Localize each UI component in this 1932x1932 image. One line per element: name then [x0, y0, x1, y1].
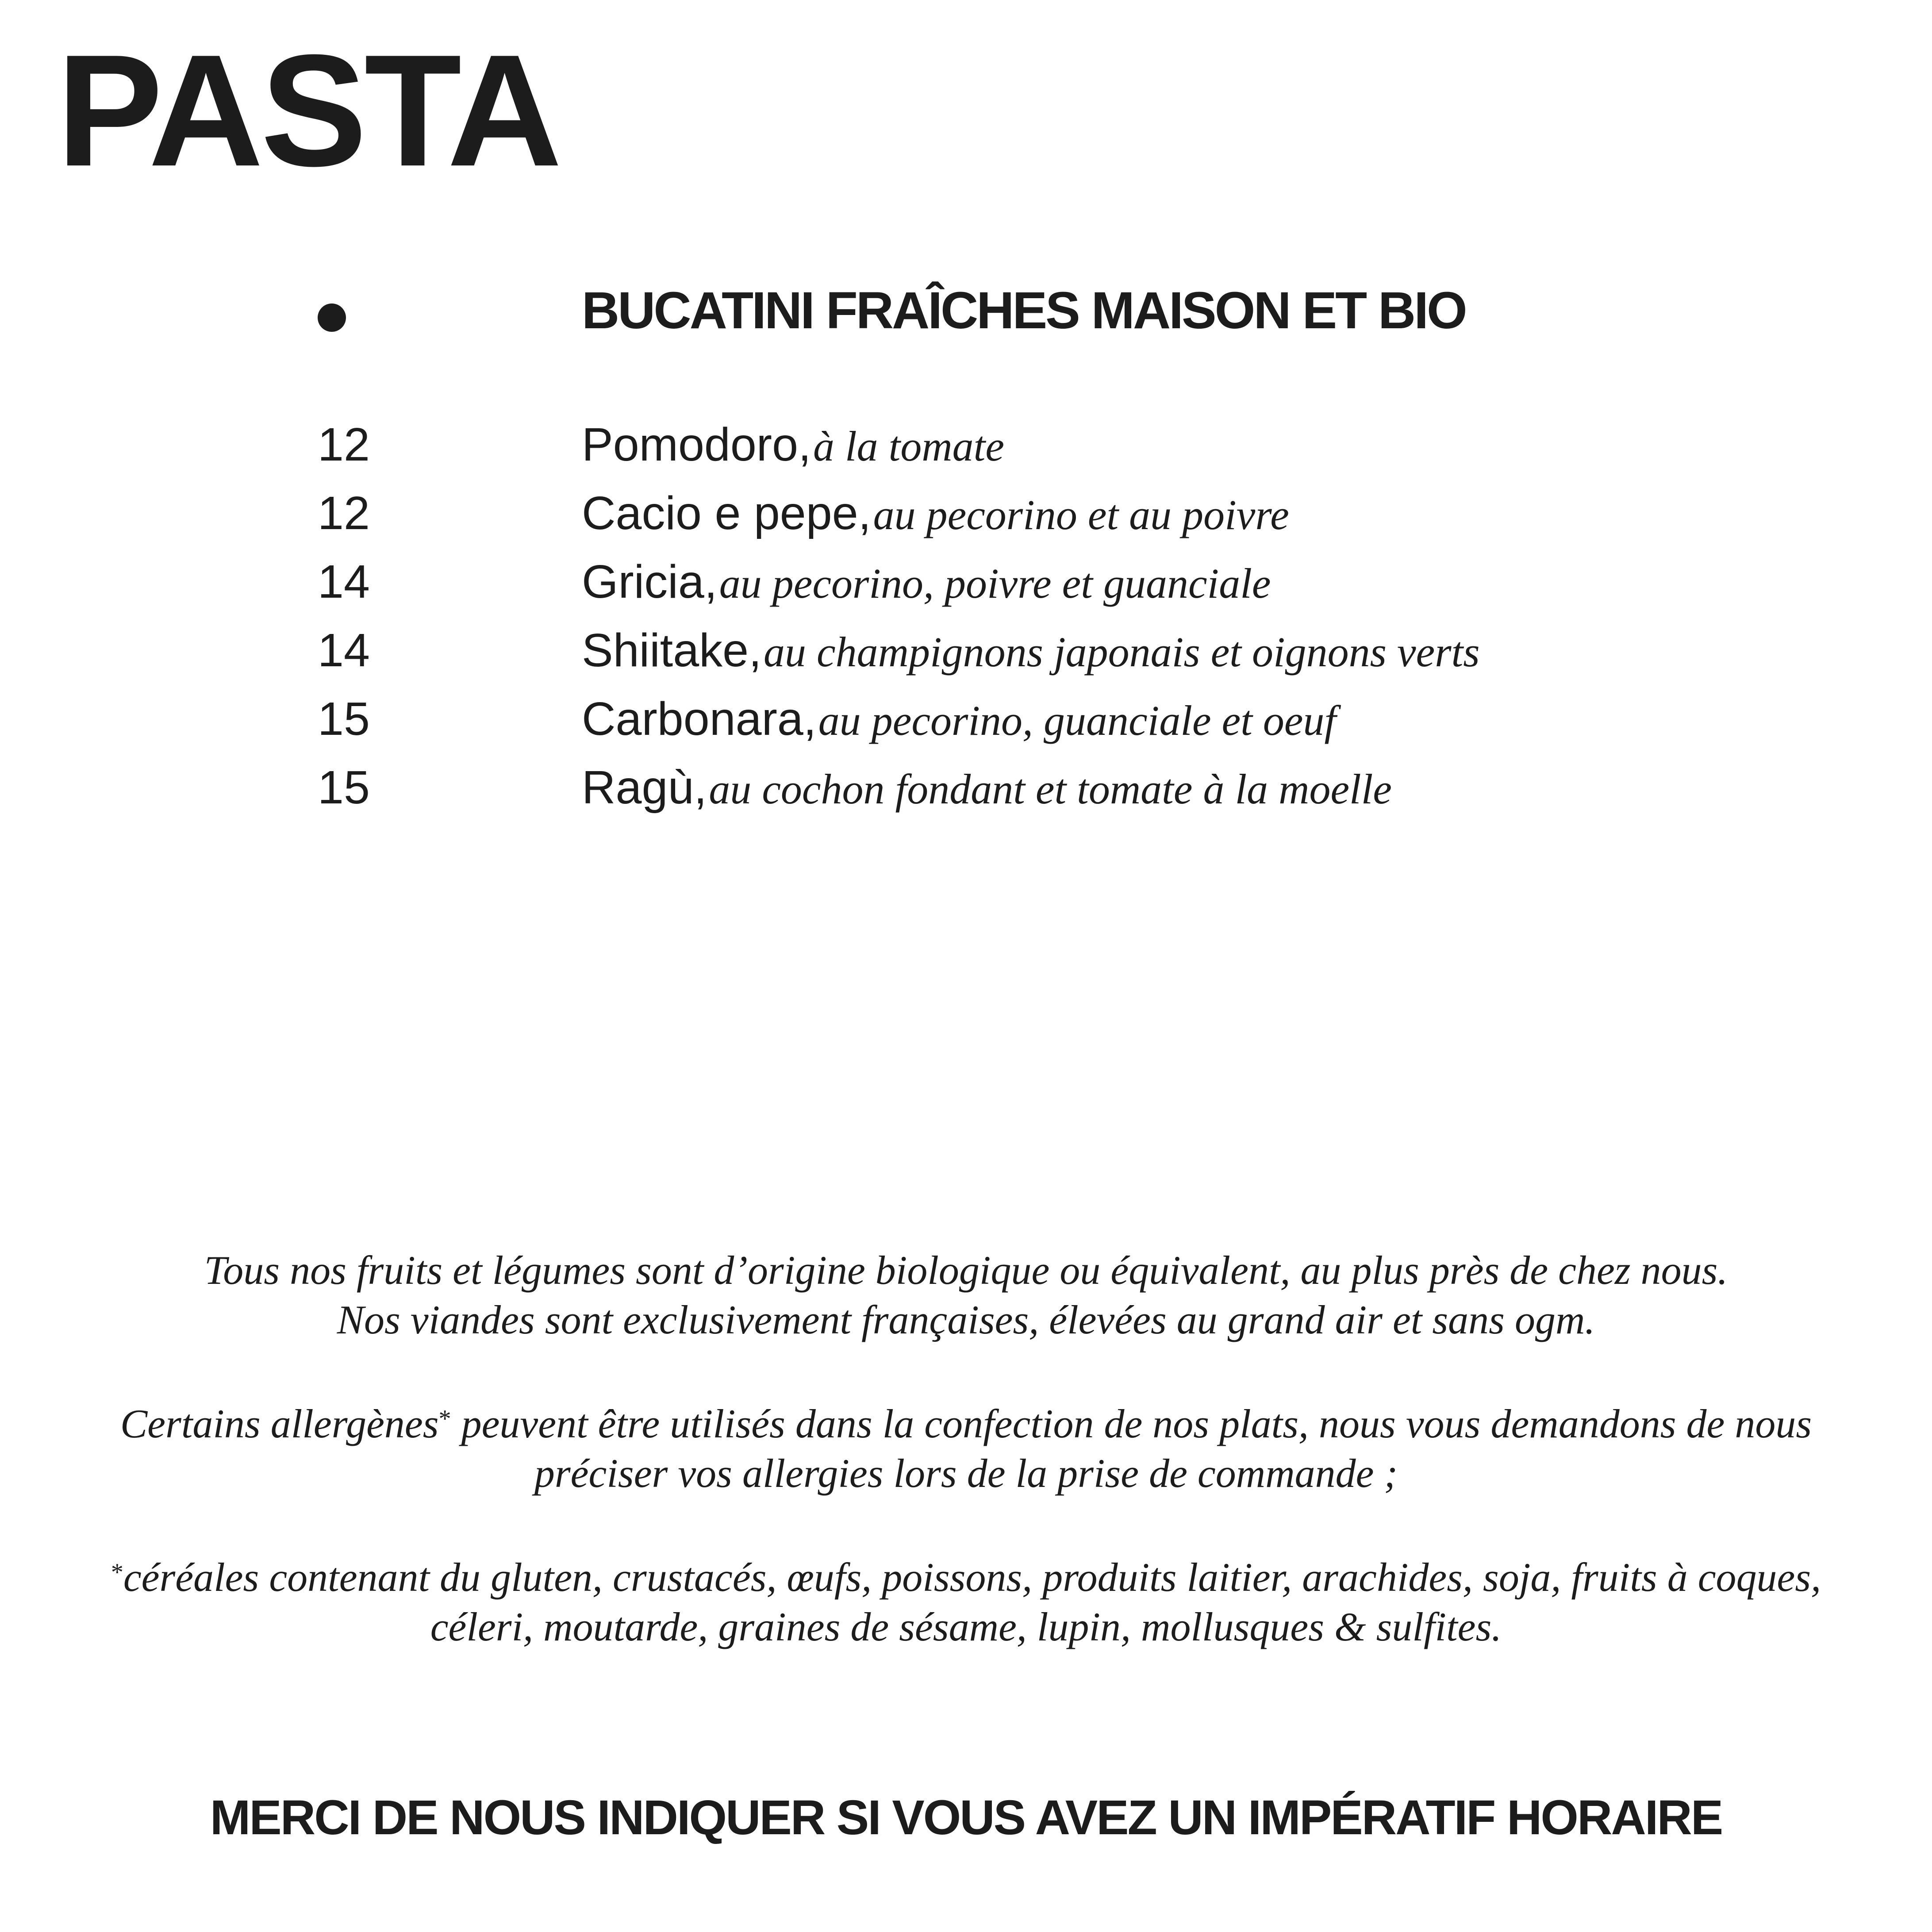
menu-item-price: 15	[318, 693, 370, 745]
bullet-icon	[318, 303, 346, 332]
menu-item-name: Shiitake	[582, 624, 749, 676]
menu-item-price: 12	[318, 487, 370, 539]
allergen-note-line	[53, 1394, 1879, 1448]
menu-item-separator: ,	[749, 624, 762, 676]
menu-item-separator: ,	[704, 556, 718, 608]
menu-item-gricia	[0, 554, 1932, 622]
menu-item-name: Ragù	[582, 761, 694, 814]
allergen-note-line: préciser vos allergies lors de la prise de commande ;	[534, 1451, 1398, 1496]
menu-item-separator: ,	[694, 761, 707, 814]
section-title: BUCATINI FRAÎCHES MAISON ET BIO	[582, 281, 1466, 340]
menu-item-name: Gricia	[582, 556, 704, 608]
menu-item-shiitake	[0, 622, 1932, 691]
allergen-note-text: Certains allergènes	[120, 1401, 439, 1446]
allergen-list-text: céréales contenant du gluten, crustacés, œufs, poissons, produits laitier, arachides, soja, fruits à coques,	[123, 1555, 1821, 1600]
menu-list	[0, 417, 1932, 828]
page-title: PASTA	[57, 22, 560, 200]
footer-banner: MERCI DE NOUS INDIQUER SI VOUS AVEZ UN IMPÉRATIF HORAIRE	[210, 1790, 1722, 1845]
star-icon: *	[111, 1559, 123, 1586]
menu-item-separator: ,	[803, 693, 817, 745]
menu-item-description: au pecorino et au poivre	[873, 491, 1289, 538]
menu-item-description: au pecorino, guanciale et oeuf	[818, 697, 1337, 744]
menu-item-ragu	[0, 760, 1932, 828]
menu-item-name: Carbonara	[582, 693, 803, 745]
menu-item-name: Pomodoro	[582, 419, 799, 471]
menu-item-price: 15	[318, 761, 370, 814]
origin-note-line: Tous nos fruits et légumes sont d’origine biologique ou équivalent, au plus près de chez nous.	[204, 1248, 1728, 1293]
allergen-list-line	[53, 1548, 1879, 1602]
menu-item-description: au cochon fondant et tomate à la moelle	[709, 765, 1392, 813]
menu-item-description: au pecorino, poivre et guanciale	[719, 560, 1271, 607]
menu-item-pomodoro	[0, 417, 1932, 485]
allergen-list-line: céleri, moutarde, graines de sésame, lupin, mollusques & sulfites.	[430, 1604, 1502, 1649]
menu-item-description: à la tomate	[813, 423, 1004, 470]
menu-item-price: 14	[318, 624, 370, 676]
menu-item-description: au champignons japonais et oignons verts	[764, 628, 1480, 676]
menu-item-separator: ,	[858, 487, 872, 539]
notes-block	[53, 1245, 1879, 1652]
menu-item-separator: ,	[798, 419, 811, 471]
allergen-note-text: peuvent être utilisés dans la confection de nos plats, nous vous demandons de nous	[451, 1401, 1812, 1446]
star-icon: *	[438, 1405, 451, 1433]
menu-item-price: 14	[318, 556, 370, 608]
menu-item-cacio-e-pepe	[0, 485, 1932, 554]
origin-note-line: Nos viandes sont exclusivement françaises, élevées au grand air et sans ogm.	[337, 1297, 1595, 1342]
menu-item-carbonara	[0, 691, 1932, 760]
menu-item-price: 12	[318, 419, 370, 471]
menu-item-name: Cacio e pepe	[582, 487, 858, 539]
